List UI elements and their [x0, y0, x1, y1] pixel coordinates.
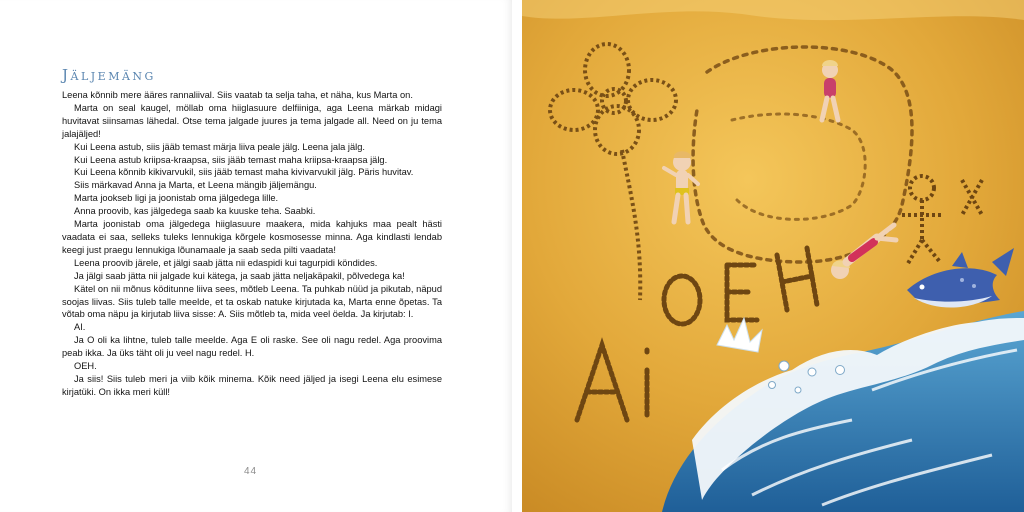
story-paragraph: AI.	[74, 322, 86, 333]
beach-illustration	[522, 0, 1024, 512]
story-paragraph: OEH.	[74, 361, 97, 372]
page-number: 44	[244, 466, 258, 477]
story-paragraph: Kui Leena astub, siis jääb temast märja liiva peale jälg. Leena jala jälg.	[74, 141, 365, 152]
story-paragraph: Kui Leena kõnnib kikivarvukil, siis jääb temast maha kivivarvukil jälg. Päris huvitav.	[74, 167, 414, 178]
beach-scene	[522, 0, 1024, 512]
story-paragraph: Marta on seal kaugel, möllab oma hiiglasuure delfiiniga, aga Leena märkab midagi huvitavat siinsamas lähedal. Otse tema jalgade juures ja tema jalgade all. Need on ju tema jalajäljed!	[62, 102, 442, 139]
story-paragraph: Ja O oli ka lihtne, tuleb talle meelde. Aga E oli raske. See oli nagu redel. Aga proovima peab ikka. Ja üks täht oli ju veel nagu redel. H.	[62, 335, 442, 359]
story-paragraph: Leena proovib järele, et jälgi saab jätta nii edaspidi kui tagurpidi köndides.	[74, 257, 378, 268]
story-paragraph: Kui Leena astub kriipsa-kraapsa, siis jääb temast maha kriipsa-kraapsa jälg.	[74, 154, 388, 165]
story-paragraph: Marta jookseb ligi ja joonistab oma jälgedega lille.	[74, 193, 279, 204]
story-text	[62, 89, 442, 399]
chapter-title: Jäljemäng	[62, 66, 156, 84]
story-paragraph: Ja jälgi saab jätta nii jalgade kui kätega, ja saab jätta neljakäpakil, põlvedega ka!	[74, 270, 405, 281]
story-paragraph: Marta joonistab oma jälgedega hiiglasuure maakera, mida kahjuks maa pealt hästi vaadata ei saa, selleks tuleks lennukiga kõrgele kosmosesse minna. Aga kindlasti lendab keegi just praegu lennukiga lõunamaale ja saab seda pilti vaadata!	[62, 219, 442, 255]
story-paragraph: Anna proovib, kas jälgedega saab ka kuuske teha. Saabki.	[74, 206, 316, 217]
illustration-page	[512, 0, 1024, 512]
story-paragraph: Siis märkavad Anna ja Marta, et Leena mängib jäljemängu.	[74, 180, 317, 191]
story-paragraph: Kätel on nii mõnus köditunne liiva sees, mõtleb Leena. Ta puhkab nüüd ja pikutab, näpud soojas liivas. Siis tuleb talle meelde, et ta oskab natuke kirjutada ka, Marta enne õpetas. Ta võtab oma näpu ja kirjutab liiva sisse: A. Siis mõtleb ta, mida veel öelda. Ja kirjutab: I.	[62, 283, 442, 320]
story-paragraph: Leena kõnnib mere ääres rannaliival. Siis vaatab ta selja taha, et näha, kus Marta on.	[62, 90, 413, 100]
story-paragraph: Ja siis! Siis tuleb meri ja viib kõik minema. Kõik need jäljed ja isegi Leena elu esimese kirjatüki. On ikka meri küll!	[62, 373, 442, 397]
